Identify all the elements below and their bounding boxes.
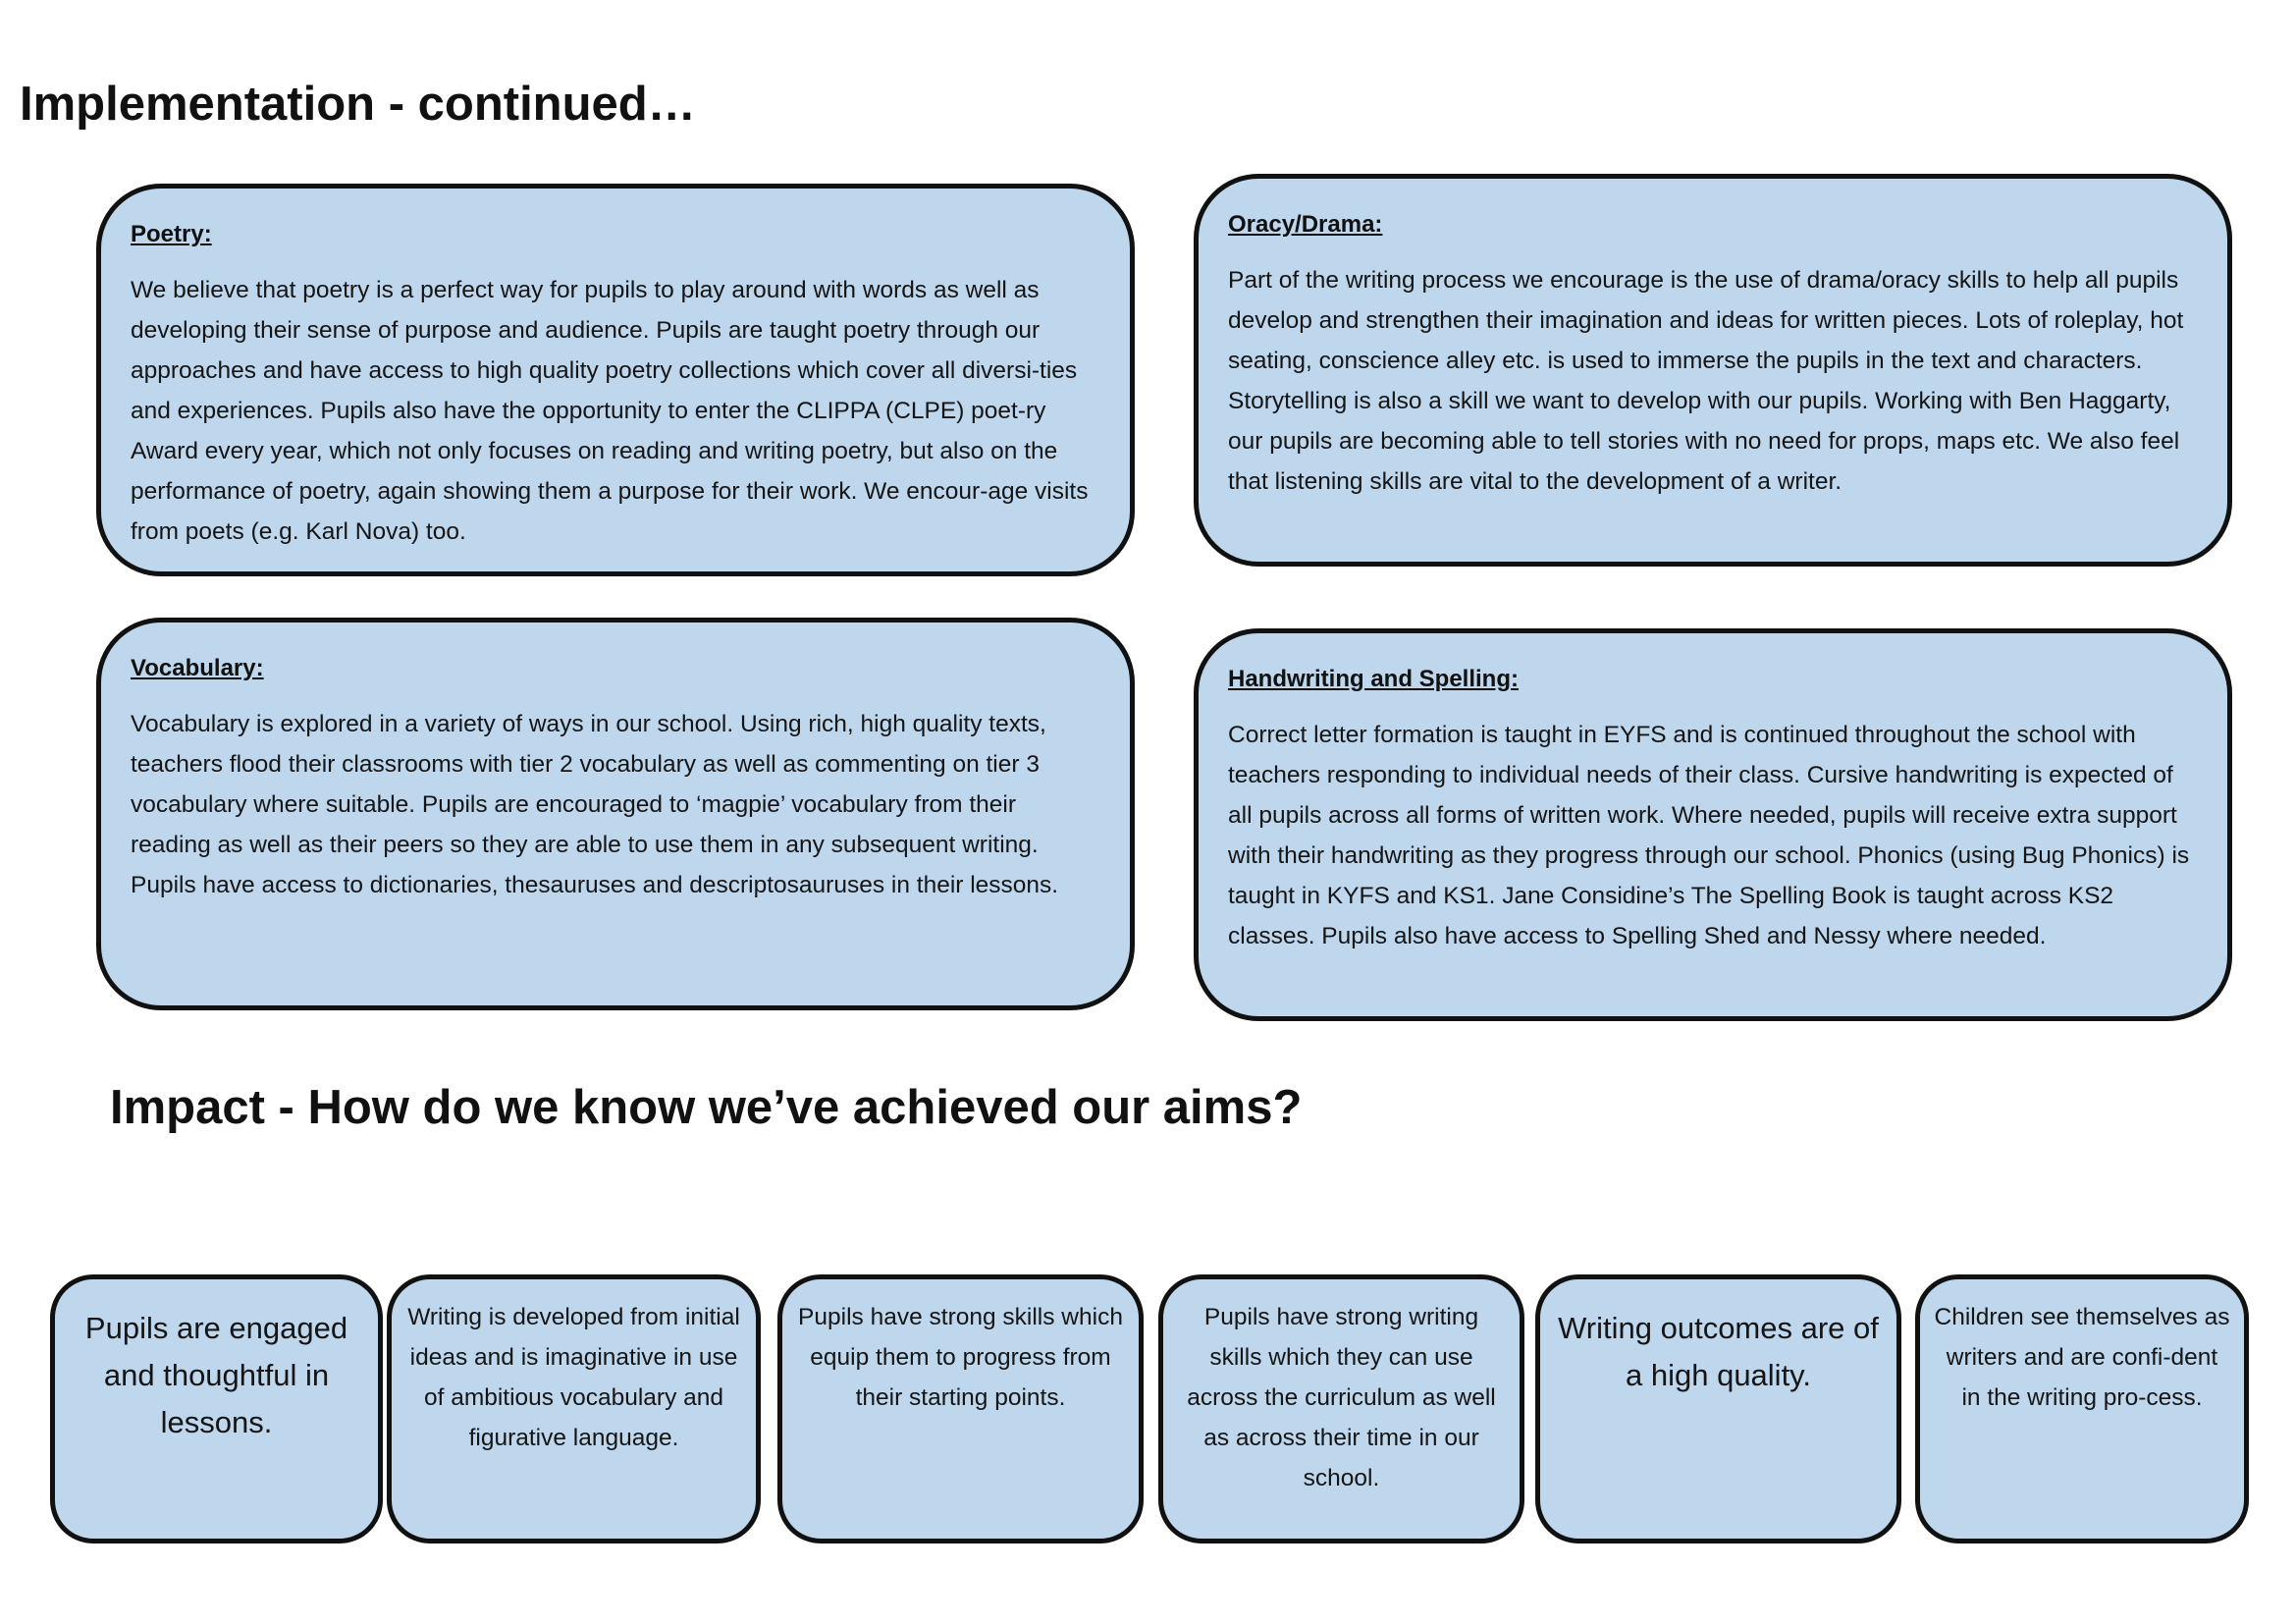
impact-box-writing-skills	[1158, 1274, 1524, 1543]
implementation-heading: Implementation - continued…	[20, 78, 696, 131]
poetry-box	[96, 184, 1135, 576]
impact-text: Pupils have strong writing skills which they can use across the curriculum as well as across their time in our school.	[1187, 1304, 1496, 1491]
impact-text: Writing outcomes are of a high quality.	[1558, 1311, 1879, 1392]
impact-box-strong-skills	[777, 1274, 1144, 1543]
oracy-drama-text: Part of the writing process we encourage is the use of drama/oracy skills to help all pupils develop and strengthen their imagination and ideas for written pieces. Lots of roleplay, hot seating, conscience alley etc. is used to immerse the pupils in the text and characters. Storytelling is also a skill we want to develop with our pupils. Working with Ben Haggarty, our pupils are becoming able to tell stories with no need for props, maps etc. We also feel that listening skills are vital to the development of a writer.	[1228, 267, 2184, 495]
impact-box-engaged	[50, 1274, 383, 1543]
impact-heading: Impact - How do we know we’ve achieved our aims?	[110, 1081, 1303, 1134]
vocabulary-box	[96, 618, 1135, 1010]
handwriting-spelling-title: Handwriting and Spelling:	[1228, 666, 1519, 692]
oracy-drama-title: Oracy/Drama:	[1228, 211, 1383, 238]
vocabulary-title: Vocabulary:	[131, 655, 264, 681]
vocabulary-text: Vocabulary is explored in a variety of ways in our school. Using rich, high quality texts, teachers flood their classrooms with tier 2 vocabulary as well as commenting on tier 3 vocabulary where suitable. Pupils are encouraged to ‘magpie’ vocabulary from their reading as well as their peers so they are able to use them in any subsequent writing. Pupils have access to dictionaries, thesauruses and descriptosauruses in their lessons.	[131, 711, 1059, 898]
impact-box-ideas	[387, 1274, 761, 1543]
handwriting-spelling-text: Correct letter formation is taught in EYFS and is continued throughout the school with teachers responding to individual needs of their class. Cursive handwriting is expected of all pupils across all forms of written work. Where needed, pupils will receive extra support with their handwriting as they progress through our school. Phonics (using Bug Phonics) is taught in KYFS and KS1. Jane Considine’s The Spelling Book is taught across KS2 classes. Pupils also have access to Spelling Shed and Nessy where needed.	[1228, 722, 2190, 949]
handwriting-spelling-box	[1194, 628, 2232, 1021]
poetry-text: We believe that poetry is a perfect way for pupils to play around with words as well as developing their sense of purpose and audience. Pupils are taught poetry through our approaches and have access to high quality poetry collections which cover all diversi-ties and experiences. Pupils also have the opportunity to enter the CLIPPA (CLPE) poet-ry Award every year, which not only focuses on reading and writing poetry, but also on the performance of poetry, again showing them a purpose for their work. We encour-age visits from poets (e.g. Karl Nova) too.	[131, 277, 1089, 545]
impact-text: Writing is developed from initial ideas and is imaginative in use of ambitious vocabulary and figurative language.	[407, 1304, 740, 1451]
poetry-title: Poetry:	[131, 221, 212, 247]
impact-text: Children see themselves as writers and are confi-dent in the writing pro-cess.	[1934, 1304, 2230, 1411]
impact-text: Pupils are engaged and thoughtful in lessons.	[84, 1311, 348, 1439]
impact-text: Pupils have strong skills which equip them to progress from their starting points.	[798, 1304, 1123, 1411]
impact-box-outcomes	[1535, 1274, 1901, 1543]
oracy-drama-box	[1194, 174, 2232, 567]
impact-box-writers	[1915, 1274, 2249, 1543]
